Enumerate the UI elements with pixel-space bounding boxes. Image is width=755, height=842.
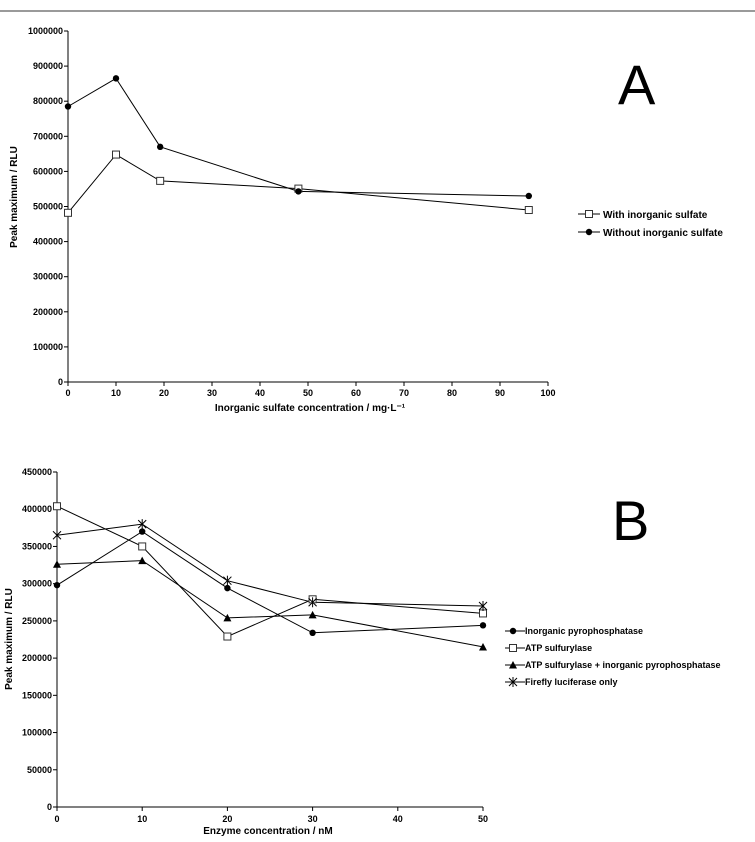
y-tick-label-a: 1000000 — [27, 26, 63, 36]
x-tick-label-a: 50 — [302, 388, 314, 398]
data-point-a-0 — [525, 207, 532, 214]
legend-label-without-sulfate: Without inorganic sulfate — [603, 228, 723, 239]
data-point-b-0 — [224, 585, 230, 591]
legend-label-combined: ATP sulfurylase + inorganic pyrophosphatase — [525, 660, 721, 670]
data-point-b-0 — [480, 622, 486, 628]
y-tick-label-a: 100000 — [32, 341, 63, 352]
legend-marker-without-sulfate — [586, 229, 592, 235]
data-point-a-1 — [65, 103, 71, 109]
data-point-b-0 — [309, 630, 315, 636]
panel-a — [9, 26, 723, 414]
y-tick-label-b: 350000 — [21, 541, 52, 552]
legend-marker-pyrophosphatase — [510, 628, 516, 634]
data-point-b-3 — [223, 576, 231, 586]
legend-label-with-sulfate: With inorganic sulfate — [603, 210, 708, 221]
y-tick-label-a: 200000 — [32, 306, 63, 317]
x-axis-title-b: Enzyme concentration / nM — [203, 826, 333, 837]
data-point-b-0 — [139, 528, 145, 534]
panel-label-a: A — [618, 53, 656, 116]
legend-a — [578, 210, 723, 239]
y-tick-label-b: 150000 — [21, 690, 52, 701]
data-point-b-1 — [139, 543, 146, 550]
panel-b — [4, 467, 720, 837]
legend-marker-with-sulfate — [586, 211, 593, 218]
x-tick-label-a: 70 — [398, 388, 410, 398]
x-tick-label-b: 40 — [392, 814, 403, 824]
y-tick-label-b: 300000 — [21, 578, 52, 589]
legend-marker-atp-sulfurylase — [510, 645, 517, 652]
data-point-a-1 — [113, 75, 119, 81]
y-tick-label-a: 600000 — [32, 166, 63, 177]
y-tick-label-a: 700000 — [32, 131, 63, 142]
legend-label-atp-sulfurylase: ATP sulfurylase — [525, 643, 593, 653]
series-line-a-0 — [68, 155, 529, 213]
y-tick-label-a: 400000 — [32, 236, 63, 247]
data-point-b-0 — [54, 582, 60, 588]
x-axis-title-a: Inorganic sulfate concentration / mg·L⁻¹ — [214, 403, 406, 414]
series-line-b-1 — [57, 506, 483, 636]
data-point-b-1 — [54, 503, 61, 510]
y-tick-label-b: 250000 — [21, 615, 52, 626]
data-point-a-1 — [526, 193, 532, 199]
x-tick-label-a: 80 — [446, 388, 458, 398]
y-tick-label-a: 300000 — [32, 271, 63, 282]
y-tick-label-a: 500000 — [32, 201, 63, 212]
x-tick-label-b: 50 — [477, 814, 489, 824]
data-point-a-1 — [295, 188, 301, 194]
x-tick-label-a: 60 — [350, 388, 362, 398]
y-tick-label-b: 50000 — [26, 764, 52, 775]
x-tick-label-b: 20 — [222, 814, 233, 824]
x-tick-label-b: 30 — [307, 814, 318, 824]
x-tick-label-a: 40 — [254, 388, 266, 398]
x-tick-label-a: 100 — [540, 388, 556, 398]
series-line-b-2 — [57, 561, 483, 647]
y-axis-title-b: Peak maximum / RLU — [4, 588, 15, 690]
data-point-b-1 — [224, 633, 231, 640]
data-point-a-0 — [113, 151, 120, 158]
x-tick-label-a: 90 — [494, 388, 506, 398]
legend-label-luciferase: Firefly luciferase only — [525, 677, 618, 687]
y-tick-label-b: 100000 — [21, 727, 52, 738]
x-tick-label-b: 10 — [137, 814, 148, 824]
y-tick-label-b: 0 — [46, 802, 52, 812]
x-tick-label-a: 0 — [65, 388, 71, 398]
y-tick-label-a: 0 — [57, 377, 63, 387]
x-tick-label-a: 10 — [110, 388, 122, 398]
y-tick-label-a: 800000 — [32, 96, 63, 107]
x-tick-label-a: 30 — [206, 388, 218, 398]
series-line-a-1 — [68, 78, 529, 196]
x-tick-label-b: 0 — [54, 814, 60, 824]
data-point-a-0 — [157, 177, 164, 184]
y-tick-label-b: 400000 — [21, 504, 52, 515]
legend-label-pyrophosphatase: Inorganic pyrophosphatase — [525, 626, 644, 636]
panel-label-b: B — [612, 489, 650, 552]
x-tick-label-a: 20 — [158, 388, 170, 398]
y-tick-label-b: 450000 — [21, 467, 52, 477]
data-point-a-0 — [65, 209, 72, 216]
y-axis-title-a: Peak maximum / RLU — [9, 146, 20, 248]
y-tick-label-a: 900000 — [32, 61, 63, 72]
legend-b — [505, 626, 720, 687]
data-point-a-1 — [157, 144, 163, 150]
y-tick-label-b: 200000 — [21, 653, 52, 664]
